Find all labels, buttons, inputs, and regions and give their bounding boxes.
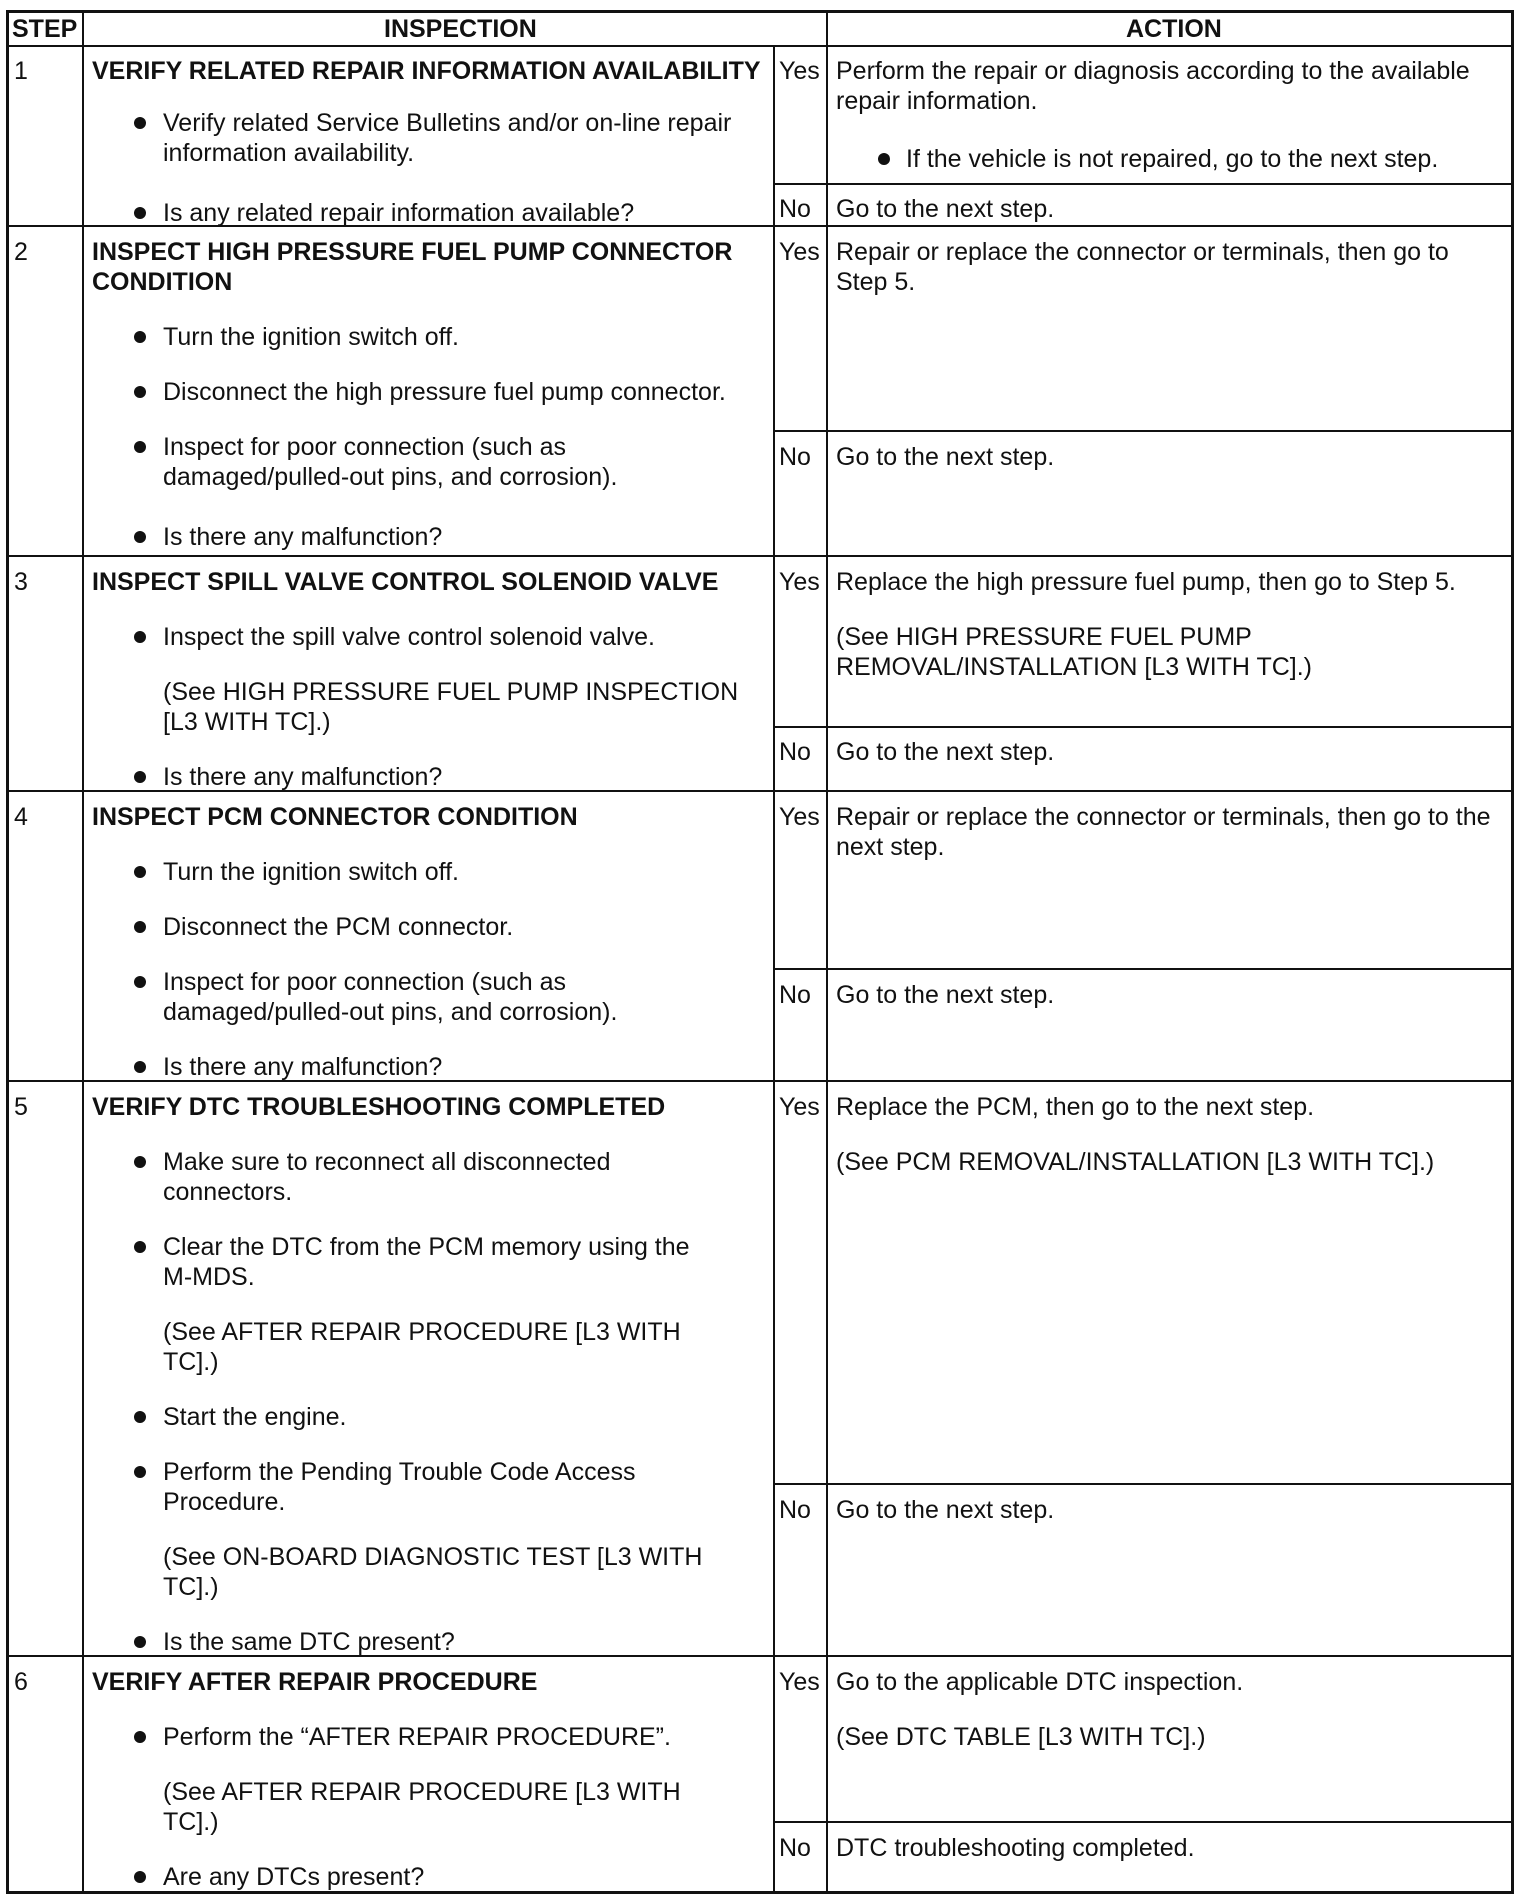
- bullet-icon: [134, 207, 146, 219]
- action-text: next step.: [836, 833, 945, 861]
- bullet-icon: [134, 1156, 146, 1168]
- action-text: Replace the high pressure fuel pump, then go to Step 5.: [836, 568, 1456, 596]
- header-step: STEP: [12, 15, 78, 43]
- bullet-icon: [134, 531, 146, 543]
- no-label: No: [779, 443, 811, 471]
- no-label: No: [779, 195, 811, 223]
- bullet-icon: [134, 1871, 146, 1883]
- inspection-text: (See ON-BOARD DIAGNOSTIC TEST [L3 WITH: [163, 1543, 703, 1571]
- step-title: INSPECT SPILL VALVE CONTROL SOLENOID VALVE: [92, 568, 719, 596]
- action-text: Replace the PCM, then go to the next step.: [836, 1093, 1315, 1121]
- inspection-text: Turn the ignition switch off.: [163, 323, 459, 351]
- step-title: INSPECT PCM CONNECTOR CONDITION: [92, 803, 578, 831]
- bullet-icon: [134, 1466, 146, 1478]
- header-action: ACTION: [1126, 15, 1222, 43]
- bullet-icon: [134, 631, 146, 643]
- yes-label: Yes: [779, 1093, 820, 1121]
- yes-label: Yes: [779, 568, 820, 596]
- header-inspection: INSPECTION: [384, 15, 537, 43]
- action-text: repair information.: [836, 87, 1038, 115]
- column-divider-action: [826, 10, 828, 1894]
- no-label: No: [779, 1834, 811, 1862]
- bullet-icon: [134, 771, 146, 783]
- action-text: (See DTC TABLE [L3 WITH TC].): [836, 1723, 1206, 1751]
- action-text: Perform the repair or diagnosis according to the available: [836, 57, 1470, 85]
- step-number: 2: [14, 238, 28, 266]
- bullet-icon: [134, 1241, 146, 1253]
- inspection-text: (See AFTER REPAIR PROCEDURE [L3 WITH: [163, 1318, 681, 1346]
- bullet-icon: [134, 117, 146, 129]
- action-text: Repair or replace the connector or terminals, then go to: [836, 238, 1449, 266]
- inspection-text: Disconnect the high pressure fuel pump connector.: [163, 378, 726, 406]
- diagnostic-procedure-table: [6, 10, 1514, 1894]
- action-text: Step 5.: [836, 268, 916, 296]
- bullet-icon: [134, 331, 146, 343]
- inspection-text: Verify related Service Bulletins and/or on-line repair: [163, 109, 732, 137]
- no-label: No: [779, 981, 811, 1009]
- inspection-text: Is there any malfunction?: [163, 1053, 443, 1081]
- yes-no-divider-4: [773, 968, 1514, 970]
- bullet-icon: [134, 976, 146, 988]
- yes-label: Yes: [779, 57, 820, 85]
- action-text: DTC troubleshooting completed.: [836, 1834, 1195, 1862]
- inspection-text: Is the same DTC present?: [163, 1628, 455, 1656]
- no-label: No: [779, 1496, 811, 1524]
- bullet-icon: [134, 1061, 146, 1073]
- header-divider: [6, 45, 1514, 47]
- bullet-icon: [134, 866, 146, 878]
- inspection-text: damaged/pulled-out pins, and corrosion).: [163, 998, 618, 1026]
- action-text: REMOVAL/INSTALLATION [L3 WITH TC].): [836, 653, 1313, 681]
- action-text: Go to the next step.: [836, 981, 1055, 1009]
- yes-no-divider-5: [773, 1483, 1514, 1485]
- bullet-icon: [134, 386, 146, 398]
- inspection-text: Start the engine.: [163, 1403, 347, 1431]
- inspection-text: Make sure to reconnect all disconnected: [163, 1148, 611, 1176]
- inspection-text: TC].): [163, 1573, 219, 1601]
- bullet-icon: [878, 153, 890, 165]
- step-number: 1: [14, 57, 28, 85]
- inspection-text: Turn the ignition switch off.: [163, 858, 459, 886]
- step-number: 3: [14, 568, 28, 596]
- inspection-text: Clear the DTC from the PCM memory using the: [163, 1233, 690, 1261]
- yes-no-divider-3: [773, 726, 1514, 728]
- inspection-text: Inspect for poor connection (such as: [163, 968, 567, 996]
- inspection-text: TC].): [163, 1348, 219, 1376]
- inspection-text: TC].): [163, 1808, 219, 1836]
- bullet-icon: [134, 1636, 146, 1648]
- bullet-icon: [134, 1411, 146, 1423]
- inspection-text: Is there any malfunction?: [163, 763, 443, 791]
- step-title: VERIFY AFTER REPAIR PROCEDURE: [92, 1668, 538, 1696]
- yes-no-divider-2: [773, 430, 1514, 432]
- inspection-text: Disconnect the PCM connector.: [163, 913, 514, 941]
- step-number: 5: [14, 1093, 28, 1121]
- action-text: Repair or replace the connector or terminals, then go to the: [836, 803, 1491, 831]
- table-border-right: [1511, 10, 1514, 1894]
- step-number: 6: [14, 1668, 28, 1696]
- step-title: VERIFY DTC TROUBLESHOOTING COMPLETED: [92, 1093, 666, 1121]
- inspection-text: information availability.: [163, 139, 415, 167]
- bullet-icon: [134, 1731, 146, 1743]
- yes-no-divider-6: [773, 1821, 1514, 1823]
- step-title: VERIFY RELATED REPAIR INFORMATION AVAILABILITY: [92, 57, 761, 85]
- inspection-text: Inspect the spill valve control solenoid valve.: [163, 623, 655, 651]
- action-text: Go to the next step.: [836, 195, 1055, 223]
- action-text: Go to the next step.: [836, 738, 1055, 766]
- inspection-text: Is any related repair information available?: [163, 199, 635, 227]
- inspection-text: Perform the “AFTER REPAIR PROCEDURE”.: [163, 1723, 671, 1751]
- yes-label: Yes: [779, 1668, 820, 1696]
- table-border-left: [6, 10, 9, 1894]
- action-text: If the vehicle is not repaired, go to the next step.: [906, 145, 1439, 173]
- inspection-text: connectors.: [163, 1178, 293, 1206]
- row-divider-2: [6, 555, 1514, 557]
- action-text: Go to the next step.: [836, 443, 1055, 471]
- column-divider-step: [82, 10, 84, 1894]
- table-border-top: [6, 10, 1514, 13]
- inspection-text: (See HIGH PRESSURE FUEL PUMP INSPECTION: [163, 678, 739, 706]
- inspection-text: Procedure.: [163, 1488, 286, 1516]
- bullet-icon: [134, 441, 146, 453]
- inspection-text: Perform the Pending Trouble Code Access: [163, 1458, 636, 1486]
- yes-no-divider-1: [773, 183, 1514, 185]
- inspection-text: Is there any malfunction?: [163, 523, 443, 551]
- action-text: Go to the next step.: [836, 1496, 1055, 1524]
- yes-label: Yes: [779, 803, 820, 831]
- column-divider-yesno: [773, 46, 775, 1894]
- inspection-text: M-MDS.: [163, 1263, 255, 1291]
- bullet-icon: [134, 921, 146, 933]
- action-text: (See HIGH PRESSURE FUEL PUMP: [836, 623, 1252, 651]
- inspection-text: Inspect for poor connection (such as: [163, 433, 567, 461]
- step-number: 4: [14, 803, 28, 831]
- inspection-text: damaged/pulled-out pins, and corrosion).: [163, 463, 618, 491]
- action-text: (See PCM REMOVAL/INSTALLATION [L3 WITH TC].): [836, 1148, 1435, 1176]
- inspection-text: [L3 WITH TC].): [163, 708, 331, 736]
- inspection-text: (See AFTER REPAIR PROCEDURE [L3 WITH: [163, 1778, 681, 1806]
- action-text: Go to the applicable DTC inspection.: [836, 1668, 1244, 1696]
- step-title: INSPECT HIGH PRESSURE FUEL PUMP CONNECTOR: [92, 238, 733, 266]
- no-label: No: [779, 738, 811, 766]
- step-title: CONDITION: [92, 268, 233, 296]
- yes-label: Yes: [779, 238, 820, 266]
- inspection-text: Are any DTCs present?: [163, 1863, 425, 1891]
